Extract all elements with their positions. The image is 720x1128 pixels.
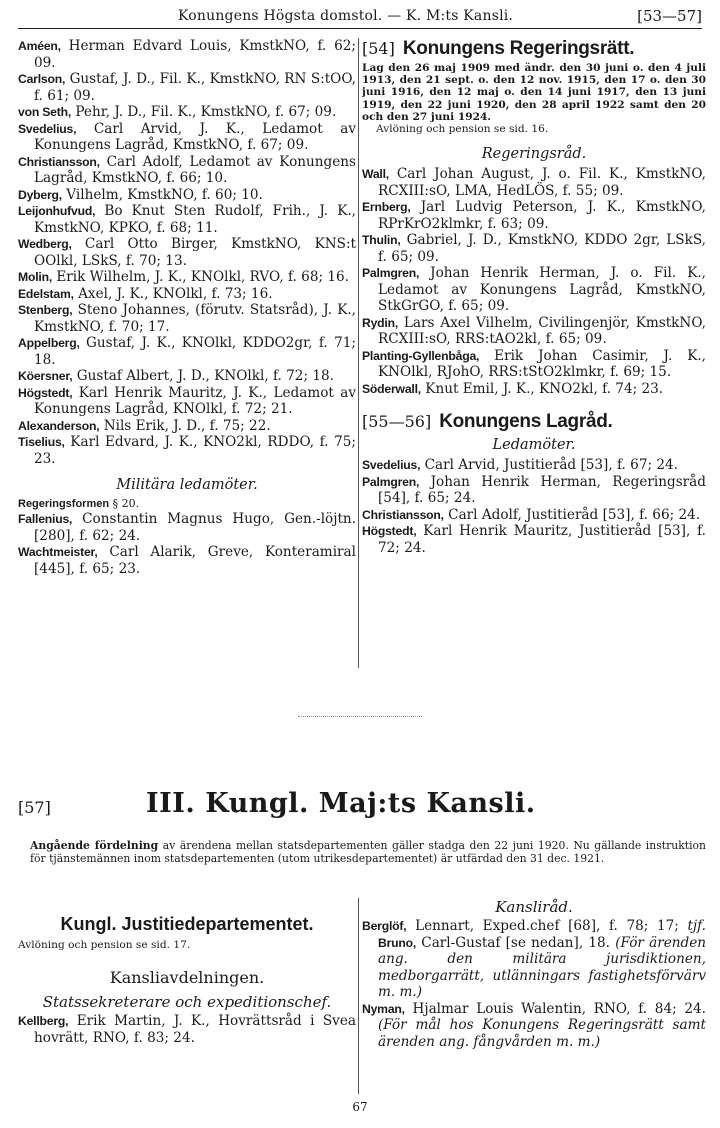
section-heading-54 xyxy=(362,38,706,60)
list-item xyxy=(18,385,356,418)
salary-note: Avlöning och pension se sid. 17. xyxy=(18,939,191,951)
list-item xyxy=(362,457,706,474)
entry-text: Carl Adolf, Justitieråd [53], f. 66; 24. xyxy=(443,506,701,523)
list-item xyxy=(18,121,356,154)
left-column-bottom xyxy=(18,898,356,1098)
list-item xyxy=(18,286,356,303)
entry-name: Alexanderson, xyxy=(18,418,100,433)
entry-note: (För mål hos Konungens Regeringsrätt samt ärenden ang. fångvården m. m.) xyxy=(378,1017,706,1050)
list-item xyxy=(18,104,356,121)
list-item xyxy=(18,434,356,467)
list-item xyxy=(18,269,356,286)
entry-name: Carlson, xyxy=(18,72,66,86)
list-item xyxy=(362,523,706,556)
list-item xyxy=(18,187,356,204)
section-heading-55-56 xyxy=(362,411,706,433)
entry-note: (För ärenden ang. den militära jurisdiktionen, medborgarrätt, utlänningars fastighetsförvärv m. m.) xyxy=(378,934,706,1000)
entry-name: Wachtmeister, xyxy=(18,545,98,559)
entry-text: Bo Knut Sten Rudolf, Frih., J. K., KmstkNO, KPKO, f. 68; 11. xyxy=(34,203,356,236)
entry-text: Lars Axel Vilhelm, Civilingenjör, KmstkNO, RCXIII:sO, RRS:tAO2kl, f. 65; 09. xyxy=(378,314,706,348)
entry-name: Leijonhufvud, xyxy=(18,204,96,218)
list-item xyxy=(18,511,356,544)
list-item xyxy=(362,199,706,232)
entry-name: Planting-Gyllenbåga, xyxy=(362,348,480,363)
list-item xyxy=(362,232,706,265)
entry-text: Gustaf, J. D., Fil. K., KmstkNO, RN S:tOO, f. 61; 09. xyxy=(34,71,356,104)
entry-text: Karl Edvard, J. K., KNO2kl, RDDO, f. 75; 23. xyxy=(34,434,356,467)
entry-tjf: tjf. xyxy=(687,918,706,934)
entry-text: Vilhelm, KmstkNO, f. 60; 10. xyxy=(61,186,263,203)
section-separator xyxy=(298,716,422,718)
list-item xyxy=(362,265,706,315)
header-title: Konungens Högsta domstol. — K. M:ts Kansli. xyxy=(178,8,514,24)
column-divider-top xyxy=(358,38,359,668)
right-column-top xyxy=(362,38,706,678)
list-item xyxy=(362,348,706,381)
list-item xyxy=(18,368,356,385)
entry-text: Gustaf, J. K., KNOlkl, KDDO2gr, f. 71; 18. xyxy=(34,335,356,368)
entry-text: Johan Henrik Herman, Regeringsråd [54], f. 65; 24. xyxy=(378,473,706,507)
list-item xyxy=(18,154,356,187)
entry-text: Lennart, Exped.chef [68], f. 78; 17; xyxy=(406,918,679,934)
law-reference: Lag den 26 maj 1909 med ändr. den 30 juni o. den 4 juli 1913, den 21 sept. o. den 12 nov. 1915, den 17 o. den 30 juni 1916, den 12 maj o. den 14 juni 1917, den 13 juni 1919, den 22 juni 1920, den 28 april 1922 samt den 20 och den 27 juni 1924. xyxy=(362,62,706,123)
list-item xyxy=(18,1013,356,1046)
chapter-title: III. Kungl. Maj:ts Kansli. xyxy=(146,788,536,819)
entry-text: Gabriel, J. D., KmstkNO, KDDO 2gr, LSkS, f. 65; 09. xyxy=(378,232,706,265)
entry-name: Nyman, xyxy=(362,1001,405,1016)
chapter-number: [57] xyxy=(18,798,51,817)
entry-text: Jarl Ludvig Peterson, J. K., KmstkNO, RPrKrO2klmkr, f. 63; 09. xyxy=(378,199,706,232)
entry-name: Svedelius, xyxy=(362,458,421,473)
entry-name: Köersner, xyxy=(18,369,73,383)
entry-name: Högstedt, xyxy=(362,524,417,539)
entry-name: Edelstam, xyxy=(18,286,74,301)
entry-name: Rydin, xyxy=(362,315,399,330)
entry-text: Carl Arvid, Justitieråd [53], f. 67; 24. xyxy=(420,457,679,474)
entry-name: Ernberg, xyxy=(362,200,411,215)
list-item xyxy=(18,302,356,335)
division-heading: Kansliavdelningen. xyxy=(109,968,265,987)
left-column-top xyxy=(18,38,356,678)
entry-text: Carl Adolf, Ledamot av Konungens Lagråd, KmstkNO, f. 66; 10. xyxy=(34,153,356,186)
list-item xyxy=(18,544,356,577)
list-item xyxy=(362,381,706,398)
entry-text: Herman Edvard Louis, KmstkNO, f. 62; 09. xyxy=(34,38,356,71)
entry-text: Karl Henrik Mauritz, J. K., Ledamot av Konungens Lagråd, KNOlkl, f. 72; 21. xyxy=(34,384,356,417)
preamble-rest: av ärendena mellan statsdepartementen gäller stadga den 22 juni 1920. Nu gällande instruktion för tjänstemännen inom statsdepartementen (utom utrikesdepartementet) är utfärdad den 31 dec. 1921. xyxy=(30,839,706,865)
entry-text: Steno Johannes, (förutv. Statsråd), J. K., KmstkNO, f. 70; 17. xyxy=(34,302,356,335)
list-item xyxy=(18,335,356,368)
list-item xyxy=(362,474,706,507)
entry-name: Wall, xyxy=(362,167,389,182)
sub-heading-statssekreterare: Statssekreterare och expeditionschef. xyxy=(42,993,332,1011)
entry-text: Erik Martin, J. K., Hovrättsråd i Svea hovrätt, RNO, f. 83; 24. xyxy=(34,1013,356,1046)
header-section-range: [53—57] xyxy=(637,7,702,25)
entry-name: Stenberg, xyxy=(18,303,73,317)
entry-text: Nils Erik, J. D., f. 75; 22. xyxy=(99,417,271,434)
section-title: Konungens Lagråd. xyxy=(439,411,613,433)
entry-name: Molin, xyxy=(18,270,52,284)
entry-text: Carl Otto Birger, KmstkNO, KNS:t OOlkl, LSkS, f. 70; 13. xyxy=(34,236,356,269)
list-item xyxy=(362,507,706,524)
list-item xyxy=(18,71,356,104)
entry-text: Carl Johan August, J. o. Fil. K., KmstkNO, RCXIII:sO, LMA, HedLÖS, f. 55; 09. xyxy=(378,166,706,199)
entry-text: Carl Alarik, Greve, Konteramiral [445], f. 65; 23. xyxy=(34,544,356,577)
entry-name: Wedberg, xyxy=(18,237,72,251)
military-note-bold: Regeringsformen xyxy=(18,498,110,510)
chapter-heading xyxy=(18,788,708,828)
entry-name: Tiselius, xyxy=(18,435,65,449)
military-heading: Militära ledamöter. xyxy=(116,477,258,493)
entry-name: Fallenius, xyxy=(18,512,73,526)
entry-berglof xyxy=(362,918,706,1001)
entry-text: Pehr, J. D., Fil. K., KmstkNO, f. 67; 09. xyxy=(71,104,337,120)
list-item xyxy=(362,315,706,348)
entry-text: Erik Wilhelm, J. K., KNOlkl, RVO, f. 68; 16. xyxy=(52,269,350,285)
entry-name: Palmgren, xyxy=(362,266,420,281)
entry-text: Erik Johan Casimir, J. K., KNOlkl, RJohO, RRS:tStO2klmkr, f. 69; 15. xyxy=(378,347,706,381)
entry-name: Berglöf, xyxy=(362,919,407,933)
entry-nyman xyxy=(362,1001,706,1051)
military-note-rest: § 20. xyxy=(109,497,140,510)
entry-name: Appelberg, xyxy=(18,336,80,350)
column-divider-bottom xyxy=(358,898,359,1094)
entry-text: Johan Henrik Herman, J. o. Fil. K., Ledamot av Konungens Lagråd, KmstkNO, StkGrGO, f. 65; 09. xyxy=(378,265,706,315)
sub-heading-regeringsrad: Regeringsråd. xyxy=(481,146,587,163)
department-title: Kungl. Justitiedepartementet. xyxy=(60,914,314,934)
page-number: 67 xyxy=(352,1100,368,1114)
entry-text: Axel, J. K., KNOlkl, f. 73; 16. xyxy=(73,285,273,302)
entry-name: Améen, xyxy=(18,39,61,53)
entry-name: Kellberg, xyxy=(18,1014,69,1028)
preamble-bold: Angående fördelning xyxy=(30,839,159,852)
entry-text: Knut Emil, J. K., KNO2kl, f. 74; 23. xyxy=(420,380,664,397)
list-item xyxy=(362,166,706,199)
entry-text: Hjalmar Louis Walentin, RNO, f. 84; 24. xyxy=(404,1000,706,1017)
sub-heading-kanslirad: Kansliråd. xyxy=(495,898,573,916)
section-number: [54] xyxy=(362,39,395,58)
sub-heading-ledamoter: Ledamöter. xyxy=(492,437,576,454)
entry-text: Constantin Magnus Hugo, Gen.-löjtn. [280], f. 62; 24. xyxy=(34,511,356,544)
military-note xyxy=(18,497,356,511)
entry-text: Gustaf Albert, J. D., KNOlkl, f. 72; 18. xyxy=(72,368,334,384)
list-item xyxy=(18,203,356,236)
chapter-preamble xyxy=(30,840,706,865)
list-item xyxy=(18,236,356,269)
section-number: [55—56] xyxy=(362,412,432,432)
list-item xyxy=(18,418,356,435)
entry-name: Svedelius, xyxy=(18,121,77,136)
running-header xyxy=(18,4,702,29)
section-title: Konungens Regeringsrätt. xyxy=(402,38,635,59)
entry-name: Söderwall, xyxy=(362,381,421,396)
entry-name: Bruno, xyxy=(378,935,417,950)
entry-text: Karl Henrik Mauritz, Justitieråd [53], f. 72; 24. xyxy=(378,523,706,556)
salary-note: Avlöning och pension se sid. 16. xyxy=(376,123,549,136)
entry-name: Dyberg, xyxy=(18,187,62,202)
entry-name: von Seth, xyxy=(18,105,72,119)
list-item xyxy=(18,38,356,71)
right-column-bottom xyxy=(362,898,706,1098)
entry-name: Palmgren, xyxy=(362,474,420,489)
entry-name: Christiansson, xyxy=(18,154,100,169)
entry-text: Carl-Gustaf [se nedan], 18. xyxy=(416,934,610,951)
entry-text: Carl Arvid, J. K., Ledamot av Konungens Lagråd, KmstkNO, f. 67; 09. xyxy=(34,120,356,153)
entry-name: Christiansson, xyxy=(362,507,444,522)
entry-name: Thulin, xyxy=(362,233,401,248)
entry-name: Högstedt, xyxy=(18,385,73,400)
